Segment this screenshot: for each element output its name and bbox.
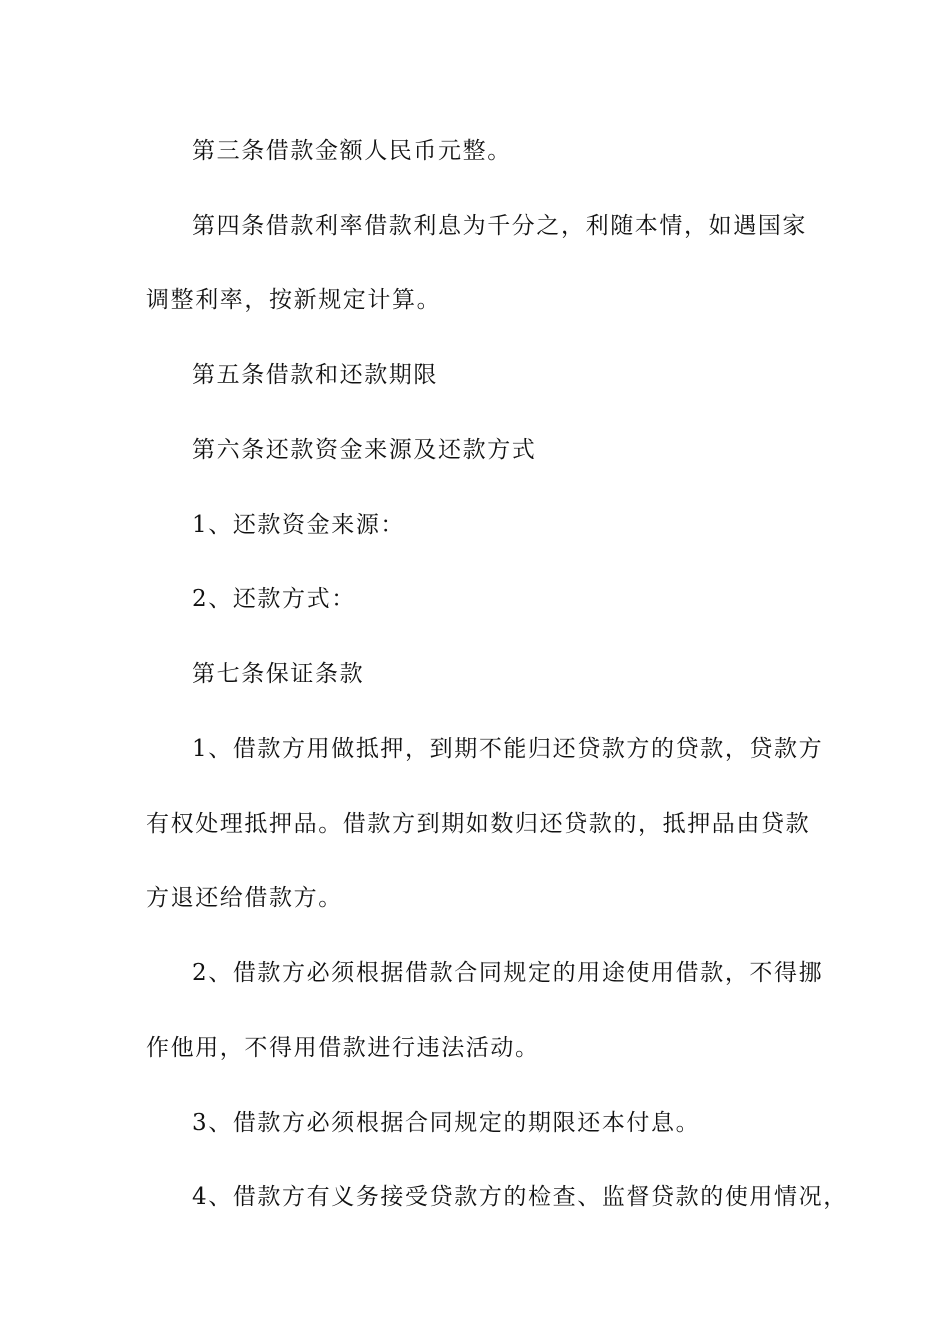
article-7-item-2-cont: 作他用，不得用借款进行违法活动。 — [146, 1035, 540, 1061]
article-7-item-1-cont: 有权处理抵押品。借款方到期如数归还贷款的，抵押品由贷款 — [146, 811, 811, 837]
article-4-interest-cont: 调整利率，按新规定计算。 — [146, 287, 442, 313]
article-6-item-1: 1、还款资金来源： — [192, 512, 406, 538]
article-6-item-2: 2、还款方式： — [192, 586, 356, 612]
article-7-guarantee: 第七条保证条款 — [192, 661, 365, 687]
article-5-term: 第五条借款和还款期限 — [192, 362, 438, 388]
article-7-item-4: 4、借款方有义务接受贷款方的检查、监督贷款的使用情况， — [192, 1184, 848, 1210]
article-3-amount: 第三条借款金额人民币元整。 — [192, 138, 512, 164]
article-7-item-3: 3、借款方必须根据合同规定的期限还本付息。 — [192, 1110, 701, 1136]
article-7-item-1-end: 方退还给借款方。 — [146, 885, 343, 911]
article-4-interest: 第四条借款利率借款利息为千分之，利随本情，如遇国家 — [192, 213, 807, 239]
article-7-item-1: 1、借款方用做抵押，到期不能归还贷款方的贷款，贷款方 — [192, 736, 824, 762]
article-7-item-2: 2、借款方必须根据借款合同规定的用途使用借款，不得挪 — [192, 960, 824, 986]
article-6-repayment: 第六条还款资金来源及还款方式 — [192, 437, 537, 463]
